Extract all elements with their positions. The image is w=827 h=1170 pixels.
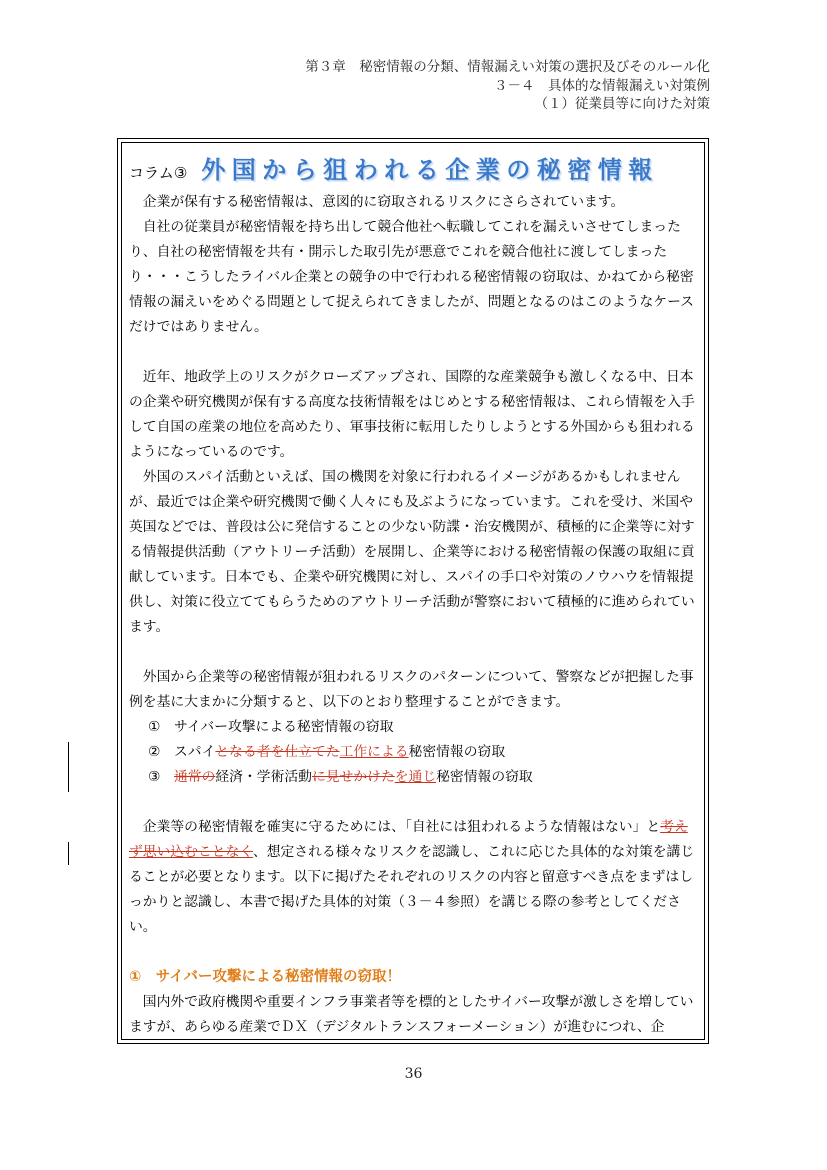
paragraph-text: 、想定される様々なリスクを認識し、これに応じた具体的な対策を講じることが必要となります。以下に掲げたそれぞれのリスクの内容と留意すべき点をまずはしっかりと認識し、本書で掲げた具体的対策（３－４参照）を講じる際の参考としてください。 (129, 844, 695, 935)
paragraph-text: 企業等の秘密情報を確実に守るためには、「自社には狙われるような情報はない」と (142, 819, 661, 835)
section-heading: ① サイバー攻撃による秘密情報の窃取！ (129, 969, 401, 985)
header-subsection: （１）従業員等に向けた対策 (534, 96, 710, 112)
paragraph: 近年、地政学上のリスクがクローズアップされ、国際的な産業競争も激しくなる中、日本の企業や研究機関が保有する高度な技術情報をはじめとする秘密情報は、これら情報を入手して自国の産業の地位を高めたり、軍事技術に転用したりしようとする外国からも狙われるようになっているのです。 (129, 369, 695, 460)
spacer (129, 940, 701, 965)
spacer (129, 790, 701, 815)
column-title: 外国から狙われる企業の秘密情報 (201, 156, 659, 184)
deleted-text: 考えず思い込むことなく (129, 819, 688, 860)
spacer (129, 340, 701, 365)
list-text: サイバー攻撃による秘密情報の窃取 (174, 719, 394, 735)
header-section: ３－４ 具体的な情報漏えい対策例 (494, 77, 710, 94)
deleted-text: 通常の (174, 769, 216, 785)
paragraph: 企業が保有する秘密情報は、意図的に窃取されるリスクにさらされています。 (142, 194, 625, 210)
inserted-text: を通じ (394, 769, 437, 785)
page-number: 36 (404, 1066, 423, 1082)
list-text: スパイ (174, 744, 216, 760)
paragraph: 国内外で政府機関や重要インフラ事業者等を標的としたサイバー攻撃が激しさを増していますが、あらゆる産業でＤＸ（デジタルトランスフォーメーション）が進むにつれ、企 (129, 994, 694, 1035)
list-text: 秘密情報の窃取 (408, 744, 506, 760)
header-chapter: 第３章 秘密情報の分類、情報漏えい対策の選択及びそのルール化 (305, 59, 710, 75)
list-item (129, 765, 701, 790)
list-item (129, 740, 701, 765)
paragraph: 自社の従業員が秘密情報を持ち出して競合他社へ転職してこれを漏えいさせてしまったり、自社の秘密情報を共有・開示した取引先が悪意でこれを競合他社に渡してしまったり・・・こうしたライバル企業との競争の中で行われる秘密情報の窃取は、かねてから秘密情報の漏えいをめぐる問題として捉えられてきましたが、問題となるのはこのようなケースだけではありません。 (129, 219, 694, 335)
revision-bar-paragraph (68, 842, 69, 865)
column-label: コラム③ (129, 164, 188, 182)
deleted-text: となる者を仕立てた (215, 744, 340, 760)
list-number: ① (148, 719, 161, 735)
list-text: 経済・学術活動 (215, 769, 312, 785)
paragraph (129, 815, 701, 940)
column-title-row (129, 150, 701, 186)
list-text: 秘密情報の窃取 (436, 769, 533, 785)
paragraph: 外国から企業等の秘密情報が狙われるリスクのパターンについて、警察などが把握した事例を基に大まかに分類すると、以下のとおり整理することができます。 (129, 669, 694, 710)
revision-bar-list (68, 742, 69, 792)
column-content (129, 150, 701, 1040)
paragraph: 外国のスパイ活動といえば、国の機関を対象に行われるイメージがあるかもしれませんが、最近では企業や研究機関で働く人々にも及ぶようになっています。これを受け、米国や英国などでは、普段は公に発信することの少ない防諜・治安機関が、積極的に企業等に対する情報提供活動（アウトリーチ活動）を展開し、企業等における秘密情報の保護の取組に貢献しています。日本でも、企業や研究機関に対し、スパイの手口や対策のノウハウを情報提供し、対策に役立ててもらうためのアウトリーチ活動が警察において積極的に進められています。 (129, 469, 695, 635)
list-item (129, 715, 701, 740)
list-number: ③ (148, 769, 161, 785)
inserted-text: 工作による (339, 744, 409, 760)
spacer (129, 640, 701, 665)
running-header (305, 58, 710, 114)
deleted-text: に見せかけた (311, 769, 395, 785)
list-number: ② (148, 744, 161, 760)
